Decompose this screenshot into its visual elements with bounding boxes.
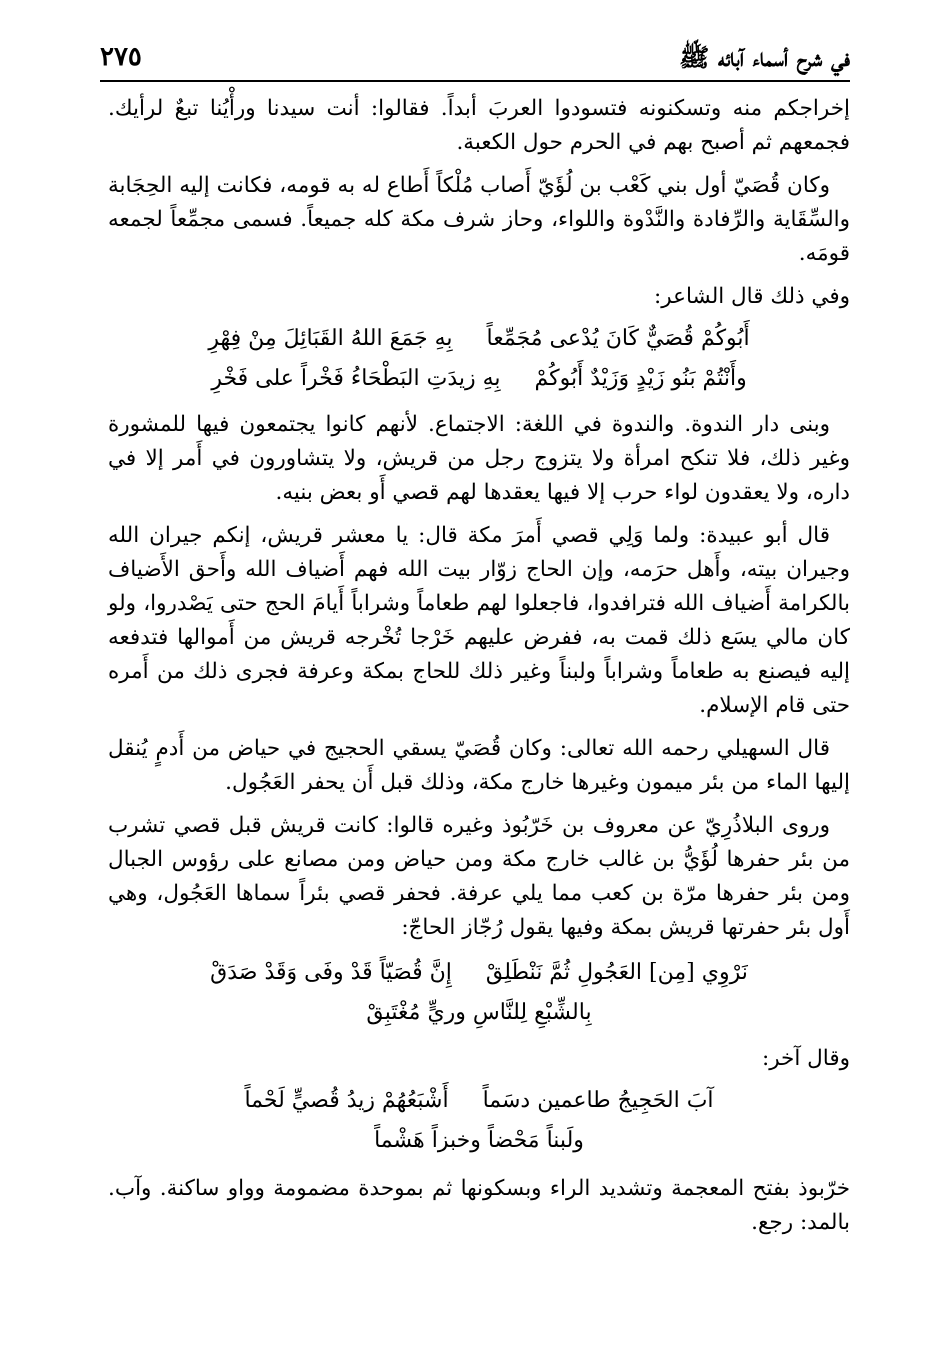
verse-hemistich-first: وأَنْتُمْ بَنُو زَيْدٍ وَزَيْدٌ أَبُوكُمْ [534, 366, 747, 391]
poem-2 [108, 954, 850, 1032]
verse-hemistich-first: آبَ الحَجِيجُ طاعمين دسَماً [482, 1088, 714, 1113]
verse-hemistich-second: بِهِ جَمَعَ اللهُ القَبَائِلَ مِنْ فِهْرِ [208, 326, 453, 351]
verse-line [108, 320, 850, 358]
paragraph-6: قال السهيلي رحمه الله تعالى: وكان قُصَيّ يسقي الحجيج في حياض من أَدمٍ يُنقل إليها الماء من بئر ميمون وغيرها خارج مكة، وذلك قبل أَن يحفر العَجُول. [108, 736, 850, 795]
verse-hemistich-second: إِنَّ قُصَيّاً قَدْ وفَى وَقَدْ صَدَقْ [210, 960, 452, 985]
header-divider [100, 80, 850, 82]
paragraph-2: وكان قُصَيّ أول بني كَعْب بن لُؤَيّ أَصاب مُلْكاً أَطاع له به قومه، فكانت إليه الحِجَابة والسِّقَاية والرِّفادة والنَّدْوة واللواء، وحاز شرف مكة كله جميعاً. فسمى مجمِّعاً لجمعه قومَه. [108, 173, 850, 266]
verse-line-single: ولَبناً مَحْضاً وخبزاً هَشْماً [374, 1128, 584, 1153]
poem-intro: وفي ذلك قال الشاعر: [654, 284, 850, 309]
paragraph-9: خرّبوذ بفتح المعجمة وتشديد الراء وبسكونها ثم بموحدة مضمومة وواو ساكنة. وآب. بالمد: رجع. [108, 1176, 850, 1235]
paragraph-1: إخراجكم منه وتسكنونه فتسودوا العربَ أبداً. فقالوا: أنت سيدنا ورأْيُنا تبعٌ لرأيك. فجمعهم ثم أصبح بهم في الحرم حول الكعبة. [108, 96, 850, 155]
paragraph-4: وبنى دار الندوة. والندوة في اللغة: الاجتماع. لأنهم كانوا يجتمعون فيها للمشورة وغير ذلك، فلا تنكح امرأة ولا يتزوج رجل من قريش، ولا يتشاورون في أَمر إلا في داره، ولا يعقدون لواء حرب إلا فيها يعقدها لهم قصي أَو بعض بنيه. [108, 412, 850, 505]
verse-line [108, 360, 850, 398]
verse-hemistich-first: نَرْوِي [مِن] العَجُولِ ثُمَّ نَنْطَلِقْ [485, 960, 748, 985]
verse-hemistich-second: بِهِ زيدَتِ البَطْحَاءُ فَخْراً على فَخْرِ [211, 366, 501, 391]
page-number: ٢٧٥ [100, 42, 142, 72]
running-header [100, 40, 850, 80]
poem-1 [108, 320, 850, 398]
verse-line [108, 1082, 850, 1120]
paragraph-7: وروى البلاذُرِيّ عن معروف بن خَرّبُوذ وغيره قالوا: كانت قريش قبل قصي تشرب من بئر حفرها لُؤَيُّ بن غالب خارج مكة ومن حياض ومن مصانع على رؤوس الجبال ومن بئر حفرها مرّة بن كعب مما يلي عرفة. فحفر قصي بئراً سماها العَجُول، وهي أَول بئر حفرتها قريش بمكة وفيها يقول رُجّاز الحاجّ: [108, 813, 850, 940]
poem-3 [108, 1082, 850, 1160]
verse-line [108, 954, 850, 992]
header-title: في شرح أسماء آبائه ﷺ [679, 43, 850, 72]
verse-hemistich-second: أَشْبَعُهُمْ زيدُ قُصيٍّ لَحْماً [244, 1088, 449, 1113]
verse-hemistich-first: أَبُوكُمْ قُصَيٌّ كَانَ يُدْعى مُجَمِّعاً [486, 326, 750, 351]
paragraph-5: قال أبو عبيدة: ولما وَلِي قصي أَمرَ مكة قال: يا معشر قريش، إنكم جيران الله وجيران بيته، وأَهل حرَمه، وإن الحاج زوّار بيت الله فهم أَضياف الله وأَحق الأَضياف بالكرامة أَضياف الله فترافدوا، فاجعلوا لهم طعاماً وشراباً أَيامَ الحج حتى يَصْدروا، ولو كان مالي يسَع ذلك قمت به، ففرض عليهم خَرْجا تُخْرجه قريش من أَموالها فتدفعه إليه فيصنع به طعاماً وشراباً ولبناً وغير ذلك للحاج بمكة وعرفة فجرى ذلك من أَمره حتى قام الإسلام. [108, 523, 850, 718]
verse-line-single: بِالشِّبْعِ لِلنَّاسِ وريٍّ مُغْتَبِقْ [366, 1000, 592, 1025]
poem-intro-2: وقال آخر: [761, 1046, 850, 1071]
page-body [108, 92, 850, 1249]
